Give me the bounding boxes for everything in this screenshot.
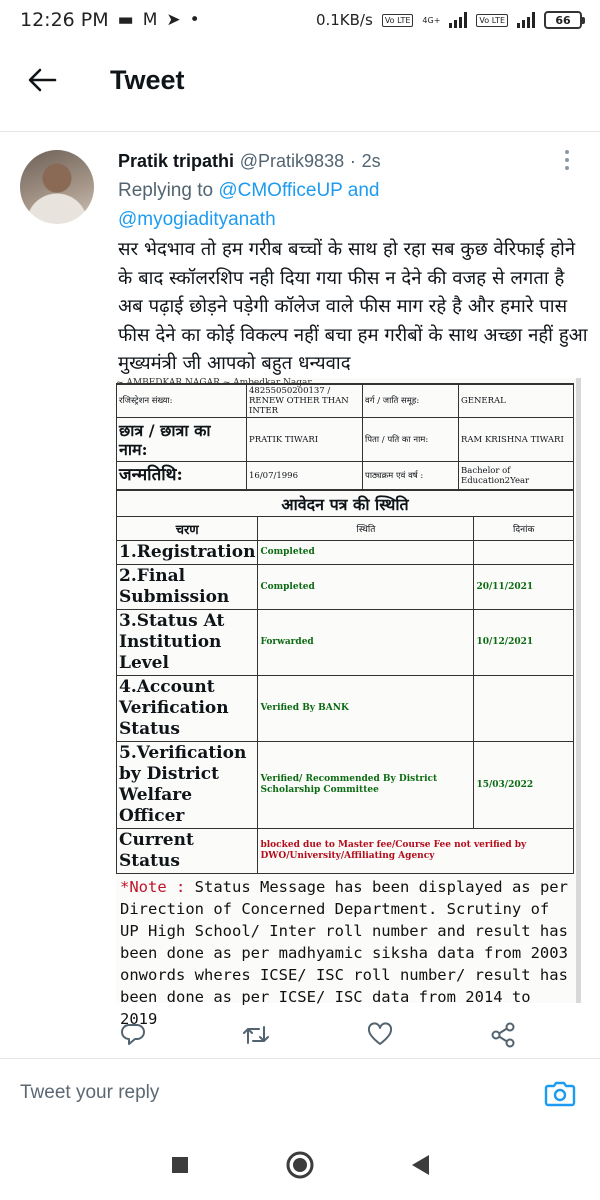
status-cell: Forwarded — [258, 610, 474, 676]
status-bar — [0, 0, 600, 40]
telegram-icon: ➤ — [166, 9, 181, 30]
system-nav-bar — [0, 1130, 600, 1200]
col-status: स्थिति — [258, 517, 474, 541]
replying-prefix: Replying to — [118, 180, 214, 201]
stage-cell: 4.Account Verification Status — [117, 676, 258, 742]
clock: 12:26 PM — [20, 9, 109, 31]
table-row — [117, 742, 574, 829]
retweet-icon[interactable] — [241, 1020, 271, 1050]
status-cell: Completed — [258, 541, 474, 565]
table-row — [117, 610, 574, 676]
stage-cell: 2.Final Submission — [117, 565, 258, 610]
signal-icon — [449, 12, 467, 28]
author-handle[interactable]: @Pratik9838 — [239, 151, 345, 171]
student-name-label: छात्र / छात्रा का नाम: — [117, 418, 247, 462]
date-cell — [474, 541, 574, 565]
dob-label: जन्मतिथि: — [117, 462, 247, 490]
document-note — [116, 874, 574, 1030]
separator-dot: · — [349, 151, 356, 171]
tweet-actions — [118, 1018, 518, 1052]
current-status-value: blocked due to Master fee/Course Fee not verified by DWO/University/Affiliating Agency — [258, 829, 574, 874]
document-cut-header: ~ AMBEDKAR NAGAR ~ Ambedkar Nagar — [116, 378, 574, 384]
date-cell: 20/11/2021 — [474, 565, 574, 610]
recents-button[interactable] — [160, 1145, 200, 1185]
reply-bar — [0, 1058, 600, 1126]
battery-level: 66 — [555, 13, 571, 27]
app-header — [0, 48, 600, 112]
table-row — [117, 565, 574, 610]
signal-icon-2 — [517, 12, 535, 28]
dob-value: 16/07/1996 — [247, 462, 363, 490]
header-divider — [0, 131, 600, 132]
avatar[interactable] — [20, 150, 94, 224]
author-name[interactable]: Pratik tripathi — [118, 151, 235, 171]
more-options-icon[interactable] — [560, 150, 574, 170]
date-cell — [474, 676, 574, 742]
replying-to-line — [118, 176, 588, 234]
battery-icon — [544, 11, 582, 29]
current-status-row — [117, 829, 574, 874]
home-button[interactable] — [280, 1145, 320, 1185]
camera-icon[interactable] — [540, 1073, 580, 1113]
category-value: GENERAL — [459, 385, 574, 418]
status-cell: Completed — [258, 565, 474, 610]
col-stage: चरण — [117, 517, 258, 541]
network-speed: 0.1KB/s — [315, 11, 373, 29]
stage-cell: 3.Status At Institution Level — [117, 610, 258, 676]
tweet-text: सर भेदभाव तो हम गरीब बच्चों के साथ हो रहा सब कुछ वेरिफाई होने के बाद स्कॉलरशिप नही दिया गया फीस न देने की वजह से लगता है अब पढ़ाई छोड़ने पड़ेगी कॉलेज वाले फीस माग रहे है और हमारे पास फीस देने का कोई विकल्प नहीं बचा हम गरीबों के साथ अच्छा नहीं हुआ मुख्यमंत्री जी आपको बहुत धन्यवाद — [118, 239, 588, 375]
category-label: वर्ग / जाति समूह: — [363, 385, 459, 418]
status-table — [116, 490, 574, 874]
and-link[interactable]: and — [347, 180, 380, 201]
mention-link-2[interactable]: @myogiadityanath — [118, 209, 276, 230]
back-button[interactable] — [400, 1145, 440, 1185]
scholarship-document — [116, 378, 574, 1030]
status-title: आवेदन पत्र की स्थिति — [117, 491, 574, 517]
network-gen: 4G+ — [422, 15, 441, 25]
reply-input[interactable] — [20, 1082, 500, 1104]
stage-cell: 5.Verification by District Welfare Officer — [117, 742, 258, 829]
like-icon[interactable] — [365, 1020, 395, 1050]
page-title: Tweet — [110, 64, 185, 95]
volte-badge: Vo LTE — [382, 14, 414, 27]
father-name-value: RAM KRISHNA TIWARI — [459, 418, 574, 462]
mention-link[interactable]: @CMOfficeUP — [218, 180, 343, 201]
table-row — [117, 541, 574, 565]
father-name-label: पिता / पति का नाम: — [363, 418, 459, 462]
messages-icon: ▬ — [117, 9, 134, 30]
current-status-label: Current Status — [117, 829, 258, 874]
note-text: Status Message has been displayed as per Direction of Concerned Department. Scrutiny of UP High School/ Inter roll number and result has been done as per madhyamic siksha data from 2003 onwords wheres ICSE/ ISC roll number/ result has been done as per ICSE/ ISC data from 2014 to 2019 — [120, 878, 568, 1028]
reg-label: रजिस्ट्रेशन संख्या: — [117, 385, 247, 418]
tweet-author-line — [118, 148, 568, 175]
share-icon[interactable] — [488, 1020, 518, 1050]
reg-value: 48255050200137 / RENEW OTHER THAN INTER — [247, 385, 363, 418]
col-date: दिनांक — [474, 517, 574, 541]
status-cell: Verified/ Recommended By District Scholarship Committee — [258, 742, 474, 829]
date-cell: 10/12/2021 — [474, 610, 574, 676]
status-cell: Verified By BANK — [258, 676, 474, 742]
student-name-value: PRATIK TIWARI — [247, 418, 363, 462]
gmail-icon: M — [142, 9, 158, 30]
volte-badge-2: Vo LTE — [476, 14, 508, 27]
more-notifications-icon: • — [189, 9, 200, 30]
tweet-image[interactable] — [116, 378, 581, 1028]
student-info-table — [116, 384, 574, 490]
tweet-time: 2s — [361, 151, 381, 171]
table-row — [117, 676, 574, 742]
reply-icon[interactable] — [118, 1020, 148, 1050]
course-label: पाठ्यक्रम एवं वर्ष : — [363, 462, 459, 490]
stage-cell: 1.Registration — [117, 541, 258, 565]
course-value: Bachelor of Education2Year — [459, 462, 574, 490]
note-label: *Note : — [120, 878, 186, 896]
back-arrow-icon[interactable] — [22, 60, 62, 100]
date-cell: 15/03/2022 — [474, 742, 574, 829]
